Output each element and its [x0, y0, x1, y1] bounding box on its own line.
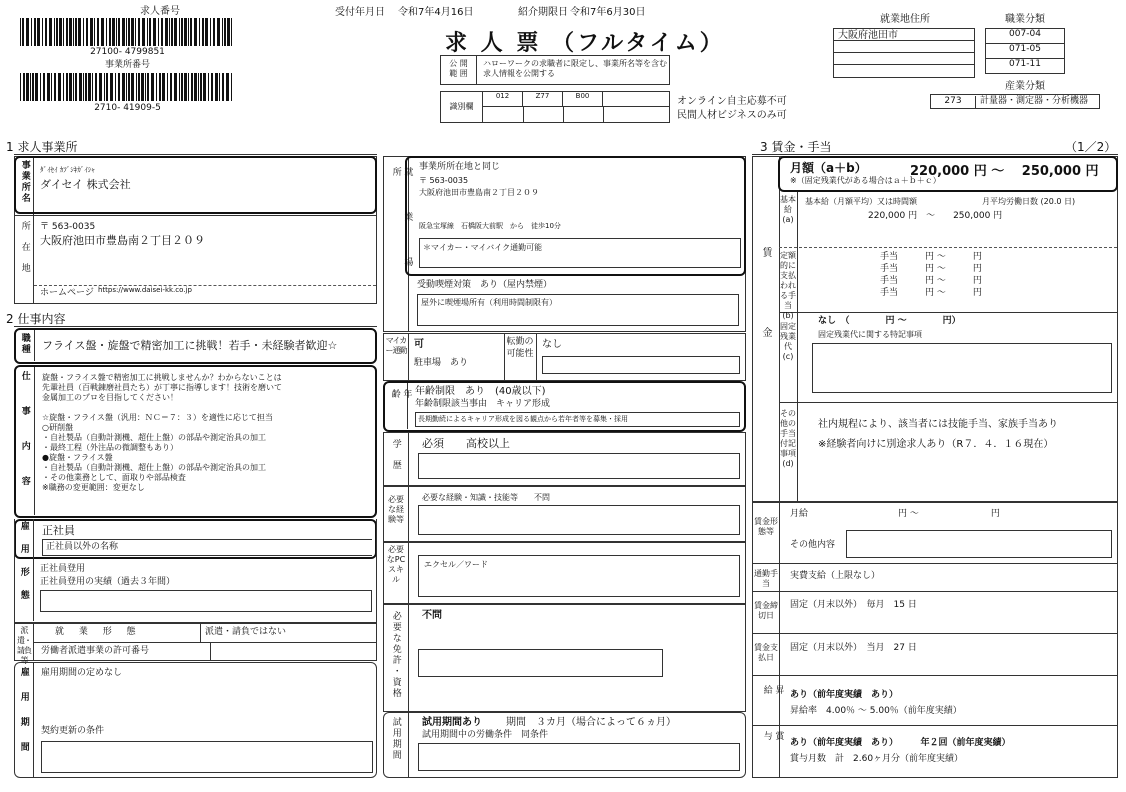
publish-label-1: 公 開 [449, 59, 468, 68]
raise-rate: 昇給率 4.00％ 〜 5.00％（前年度実績） [790, 706, 962, 716]
trial-period: 期間 ３カ月（場合によって６ヵ月） [506, 717, 676, 728]
allowance-4: 手当 円 〜 円 [880, 288, 982, 298]
content-line: ※職務の変更範囲：変更なし [42, 483, 145, 492]
base-range: 220,000 円 〜 250,000 円 [868, 211, 1003, 221]
identify-code-3: B00 [563, 92, 603, 107]
bonus-value: あり（前年度実績 あり） 年２回（前年度実績） [790, 738, 1011, 748]
publish-text: ハローワークの求職者に限定し、事業所名等を含む求人情報を公開する [483, 59, 667, 78]
occupation-label: 職業分類 [1005, 14, 1045, 25]
overtime-label: 固定残業代(c) [780, 322, 796, 361]
business-kana: ﾀﾞｲｾｲ ｶﾌﾞｼｷｶﾞｲｼｬ [40, 166, 95, 174]
homepage-label: ホームページ [40, 288, 94, 298]
expiry-date: 令和7年6月30日 [570, 7, 646, 18]
content-text [42, 373, 374, 493]
base-text: 基本給（月額平均）又は時間額 [805, 197, 917, 206]
license-table [383, 604, 746, 712]
content-line: 先輩社員（百戦錬磨社員たち）が丁寧に指導します！技術を磨いて [42, 383, 282, 392]
trial-table [383, 712, 746, 778]
period-value: 雇用期間の定めなし [41, 668, 123, 678]
monthly-box [778, 156, 1118, 192]
occupation-box [985, 28, 1065, 74]
commute-note: ＊マイカー・マイバイク通勤可能 [419, 238, 741, 268]
publish-label-2: 範 囲 [449, 69, 468, 78]
received-date: 令和7年4月16日 [398, 7, 474, 18]
industry-code: 273 [931, 96, 976, 109]
period-label: 雇用期間 [18, 667, 29, 767]
transfer-field [542, 356, 740, 374]
car-transfer-table [383, 333, 746, 381]
work-location-box [833, 28, 975, 78]
allowance-1: 手当 円 〜 円 [880, 252, 982, 262]
online-note-2: 民間人材ビジネスのみ可 [677, 110, 787, 121]
content-line: ・最終工程（外注品の微調整もあり） [42, 443, 178, 452]
identify-label: 識別欄 [441, 92, 483, 122]
raise-label: 昇給 [761, 685, 784, 706]
age-reason: 年齢制限該当事由 キャリア形成 [415, 399, 551, 409]
content-line: 金属加工のプロを目指してください！ [42, 393, 178, 402]
content-line: 旋盤・フライス盤で精密加工に挑戦しませんか？わからないことは [42, 373, 282, 382]
content-line [42, 403, 374, 413]
monthly-range: 220,000 円 〜 250,000 円 [910, 164, 1099, 179]
section1-title: 1 求人事業所 [6, 140, 78, 154]
publish-range-box [440, 55, 670, 85]
other-note-2: ※経験者向けに別途求人あり（R７．４．１６現在） [818, 439, 1054, 450]
overtime-field [812, 343, 1112, 393]
identify-box [440, 91, 670, 123]
education-table [383, 432, 746, 486]
section2-title: 2 仕事内容 [6, 312, 66, 326]
postal-code: 〒 563-0035 [40, 222, 96, 232]
trial-value: 試用期間あり [422, 717, 482, 728]
education-label: 学歴 [390, 439, 401, 481]
workplace-postal: 〒 563-0035 [419, 176, 469, 185]
occupation-code-1: 007-04 [986, 29, 1064, 44]
trial-conditions: 試用期間中の労働条件 同条件 [422, 730, 549, 740]
base-days: 月平均労働日数 (20.0 日) [982, 197, 1076, 206]
online-note-1: オンライン自主応募不可 [677, 96, 787, 107]
renewal: 契約更新の条件 [41, 726, 105, 736]
age-limit: 年齢制限 あり (40歳以下) [415, 386, 546, 397]
pc-table [383, 542, 746, 604]
dispatch-value: 派遣・請負ではない [205, 627, 287, 637]
content-line: ☆旋盤・フライス盤（汎用：ＮＣ＝７：３）を適性に応じて担当 [42, 413, 273, 422]
cutoff-label: 賃金締切日 [754, 601, 778, 620]
age-box [383, 381, 746, 432]
content-line: ○研削盤 [42, 423, 73, 432]
workplace-address: 大阪府池田市豊島南２丁目２０９ [419, 188, 539, 197]
employment-label: 雇用形態 [18, 521, 29, 613]
monthly-label: 月額（a＋b） [790, 161, 867, 175]
content-line: ●旋盤・フライス盤 [42, 453, 113, 462]
pay-label: 賃金支払日 [754, 643, 778, 662]
occupation-code-2: 071-05 [986, 44, 1064, 59]
education-field [418, 453, 740, 479]
industry-label: 産業分類 [1005, 81, 1045, 92]
license-label: 必要な免許・資格 [390, 611, 401, 699]
address: 大阪府池田市豊島南２丁目２０９ [40, 234, 205, 247]
dispatch-label: 派遣・請負等 [17, 626, 31, 665]
office-barcode [20, 73, 235, 101]
business-name: ダイセイ 株式会社 [40, 178, 131, 191]
workplace-same: 事業所所在地と同じ [419, 162, 501, 172]
license-value: 不問 [422, 610, 442, 621]
transfer-label: 転勤の可能性 [506, 337, 534, 359]
content-line: ・自社製品（自動計測機、超仕上盤）の部品や測定治具の加工 [42, 463, 266, 472]
other-label: その他の手当付記事項(d) [780, 409, 796, 468]
experience-field [418, 505, 740, 535]
bonus-months: 賞与月数 計 2.60ヶ月分（前年度実績） [790, 754, 964, 764]
promotion-record-field [40, 590, 372, 612]
raise-value: あり（前年度実績 あり） [790, 690, 899, 700]
homepage-link[interactable]: https://www.daisei-kk.co.jp [98, 286, 192, 294]
office-number: 2710- 41909-5 [94, 103, 161, 113]
other-name-field: 正社員以外の名称 [42, 539, 372, 556]
dispatch-license: 労働者派遣事業の許可番号 [41, 646, 150, 656]
page-number: （1／2） [1065, 140, 1117, 154]
content-line: ・自社製品（自動計測機、超仕上盤）の部品や測定治具の加工 [42, 433, 266, 442]
bonus-label: 賞与 [761, 731, 784, 752]
license-field [418, 649, 663, 677]
industry-box [930, 94, 1100, 109]
job-barcode [20, 18, 235, 46]
identify-code-2: Z77 [523, 92, 563, 107]
experience-value: 必要な経験・知識・技能等 不問 [422, 493, 550, 502]
pc-value: エクセル／ワード [418, 555, 740, 597]
wage-form-other: その他内容 [790, 540, 836, 550]
job-number-label: 求人番号 [140, 6, 180, 17]
allowance-2: 手当 円 〜 円 [880, 264, 982, 274]
work-location-label: 就業地住所 [880, 14, 930, 25]
car-label: マイカー通勤 [385, 336, 407, 355]
job-type-label: 職種 [19, 333, 30, 355]
dispatch-table [14, 623, 377, 665]
wage-form: 月給 円 〜 円 [790, 509, 1000, 519]
age-label: 年齢 [389, 389, 412, 410]
wage-form-label: 賃金形態等 [754, 517, 778, 536]
commute-label: 通勤手当 [754, 569, 778, 588]
promotion: 正社員登用 [40, 564, 86, 574]
dispatch-form: 就 業 形 態 [55, 627, 142, 637]
job-type: フライス盤・旋盤で精密加工に挑戦！若手・未経験者歓迎☆ [42, 339, 338, 352]
expiry-label: 紹介期限日 [518, 7, 568, 18]
promotion-record: 正社員登用の実績（過去３年間） [40, 577, 176, 587]
monthly-note: ※（固定残業代がある場合はａ＋ｂ＋ｃ） [790, 176, 941, 185]
other-note-1: 社内規程により、該当者には技能手当、家族手当あり [818, 419, 1058, 430]
allowance-3: 手当 円 〜 円 [880, 276, 982, 286]
trial-label: 試用期間 [390, 717, 401, 761]
experience-table [383, 486, 746, 542]
smoking: 受動喫煙対策 あり（屋内禁煙） [417, 280, 553, 290]
cutoff-value: 固定（月末以外） 毎月 15 日 [790, 600, 917, 610]
address-label: 所在地 [19, 221, 30, 284]
experience-label: 必要な経験等 [388, 495, 404, 524]
age-detail: 長期勤続によるキャリア形成を図る観点から若年者等を募集・採用 [415, 412, 740, 427]
pay-value: 固定（月末以外） 当月 27 日 [790, 643, 917, 653]
job-type-box [14, 328, 377, 364]
access: 阪急宝塚線 石橋阪大前駅 から 徒歩10分 [419, 222, 561, 230]
content-line: ・その他業務として、面取りや部品検査 [42, 473, 186, 482]
fixed-label: 定額的に支払われる手当(b) [780, 251, 796, 320]
document-title: 求 人 票 （フルタイム） [445, 31, 725, 56]
education-value: 必須 高校以上 [422, 437, 510, 450]
content-label: 仕事内容 [19, 371, 30, 511]
overtime-note: 固定残業代に関する特記事項 [818, 330, 922, 339]
work-location-value: 大阪府池田市 [834, 29, 974, 41]
job-number: 27100- 4799851 [90, 47, 165, 57]
business-label: 事業所名 [19, 160, 30, 204]
identify-code-1: 012 [483, 92, 523, 107]
received-label: 受付年月日 [335, 7, 385, 18]
wage-form-other-field [846, 530, 1112, 558]
workplace-box [405, 156, 746, 276]
section3-title: 3 賃金・手当 [760, 140, 832, 154]
parking: 駐車場 あり [414, 358, 469, 368]
period-table [14, 662, 377, 778]
transfer-value: なし [542, 339, 562, 350]
commute-value: 実費支給（上限なし） [790, 571, 881, 581]
overtime-value: なし （ 円 〜 円） [818, 316, 961, 326]
trial-field [418, 743, 740, 771]
content-box [14, 365, 377, 518]
car-value: 可 [414, 339, 424, 350]
occupation-code-3: 071-11 [1009, 59, 1041, 69]
pc-label: 必要なPCスキル [386, 545, 406, 584]
industry-name: 計量器・測定器・分析機器 [980, 96, 1089, 106]
office-number-label: 事業所番号 [104, 60, 150, 70]
workplace-label: 就業場所 [390, 167, 413, 302]
employment-type: 正社員 [42, 524, 75, 537]
wage-label: 賃金 [760, 247, 771, 407]
smoking-detail: 屋外に喫煙場所有（利用時間制限有） [417, 294, 739, 326]
renewal-field [41, 741, 373, 773]
base-label: 基本給(a) [780, 195, 796, 224]
